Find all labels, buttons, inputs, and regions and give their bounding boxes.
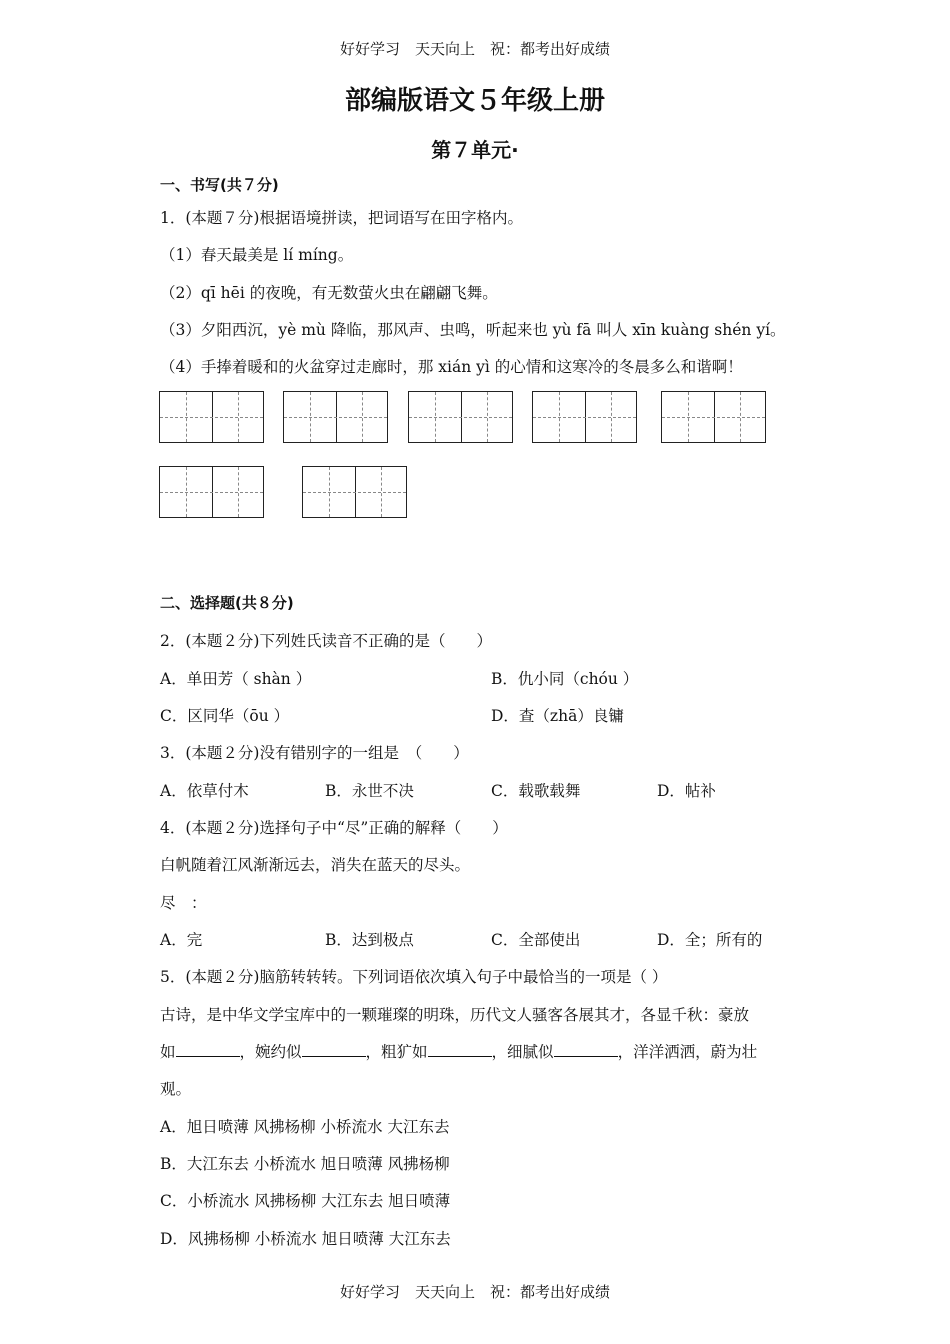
question-5-stem: 5．(本题２分)脑筋转转转。下列词语依次填入句子中最恰当的一项是（ ） xyxy=(160,968,668,986)
question-1-item-1: （1）春天最美是 lí míng。 xyxy=(160,246,354,264)
question-4-option-b[interactable]: B．达到极点 xyxy=(325,931,414,949)
question-3-stem: 3．(本题２分)没有错别字的一组是 （ ） xyxy=(160,744,469,762)
writing-grid[interactable] xyxy=(532,391,637,443)
passage-text: ，洋洋洒洒，蔚为壮 xyxy=(617,1043,758,1061)
question-1-item-3: （3）夕阳西沉，yè mù 降临，那风声、虫鸣，听起来也 yù fā 叫人 xīn kuàng shén yí。 xyxy=(160,321,786,339)
question-5-option-a[interactable]: A．旭日喷薄 风拂杨柳 小桥流水 大江东去 xyxy=(160,1118,450,1136)
writing-grid[interactable] xyxy=(302,466,407,518)
page-footer: 好好学习 天天向上 祝：都考出好成绩 xyxy=(339,1283,610,1301)
fill-blank[interactable] xyxy=(302,1042,366,1057)
question-5-option-d[interactable]: D．风拂杨柳 小桥流水 旭日喷薄 大江东去 xyxy=(160,1230,451,1248)
question-5-passage-line-3: 观。 xyxy=(160,1080,192,1098)
question-2-option-a[interactable]: A．单田芳（ shàn ） xyxy=(160,670,312,688)
question-3-option-a[interactable]: A．依草付木 xyxy=(160,782,249,800)
fill-blank[interactable] xyxy=(176,1042,240,1057)
writing-grid[interactable] xyxy=(159,391,264,443)
page-header: 好好学习 天天向上 祝：都考出好成绩 xyxy=(339,40,610,58)
question-5-passage-line-1: 古诗，是中华文学宝库中的一颗璀璨的明珠，历代文人骚客各展其才，各显千秋：豪放 xyxy=(160,1006,750,1024)
page-title: 部编版语文５年级上册 xyxy=(344,86,605,116)
question-4-sentence: 白帆随着江风渐渐远去，消失在蓝天的尽头。 xyxy=(160,856,471,874)
question-4-word: 尽 ： xyxy=(160,894,207,912)
passage-text: ，粗犷如 xyxy=(365,1043,428,1061)
question-4-stem: 4．(本题２分)选择句子中“尽”正确的解释（ ） xyxy=(160,819,508,837)
question-1-stem: 1．(本题７分)根据语境拼读，把词语写在田字格内。 xyxy=(160,209,523,227)
question-3-option-c[interactable]: C．载歌载舞 xyxy=(491,782,581,800)
passage-text: ，婉约似 xyxy=(239,1043,302,1061)
section-heading-choice: 二、选择题(共８分) xyxy=(160,594,294,612)
question-3-option-b[interactable]: B．永世不决 xyxy=(325,782,414,800)
unit-subtitle: 第７单元· xyxy=(431,138,519,162)
writing-grid[interactable] xyxy=(159,466,264,518)
writing-grid[interactable] xyxy=(283,391,388,443)
question-4-option-d[interactable]: D．全；所有的 xyxy=(657,931,763,949)
section-heading-writing: 一、书写(共７分) xyxy=(160,176,279,194)
passage-text: ，细腻似 xyxy=(491,1043,554,1061)
writing-grid[interactable] xyxy=(661,391,766,443)
question-4-option-a[interactable]: A．完 xyxy=(160,931,203,949)
writing-grid[interactable] xyxy=(408,391,513,443)
question-2-option-d[interactable]: D．查（zhā）良镛 xyxy=(491,707,624,725)
question-2-option-b[interactable]: B．仇小同（chóu ） xyxy=(491,670,639,688)
question-1-item-4: （4）手捧着暖和的火盆穿过走廊时，那 xián yì 的心情和这寒冷的冬晨多么和谐啊！ xyxy=(160,358,743,376)
question-4-option-c[interactable]: C．全部使出 xyxy=(491,931,581,949)
fill-blank[interactable] xyxy=(428,1042,492,1057)
question-2-option-c[interactable]: C．区同华（ōu ） xyxy=(160,707,290,725)
question-2-stem: 2．(本题２分)下列姓氏读音不正确的是（ ） xyxy=(160,632,492,650)
question-5-option-c[interactable]: C．小桥流水 风拂杨柳 大江东去 旭日喷薄 xyxy=(160,1192,451,1210)
question-1-item-2: （2）qī hēi 的夜晚，有无数萤火虫在翩翩飞舞。 xyxy=(160,284,498,302)
question-5-option-b[interactable]: B．大江东去 小桥流水 旭日喷薄 风拂杨柳 xyxy=(160,1155,450,1173)
question-5-passage-line-2 xyxy=(160,1040,757,1062)
passage-text: 如 xyxy=(160,1043,176,1061)
fill-blank[interactable] xyxy=(554,1042,618,1057)
question-3-option-d[interactable]: D．帖补 xyxy=(657,782,716,800)
